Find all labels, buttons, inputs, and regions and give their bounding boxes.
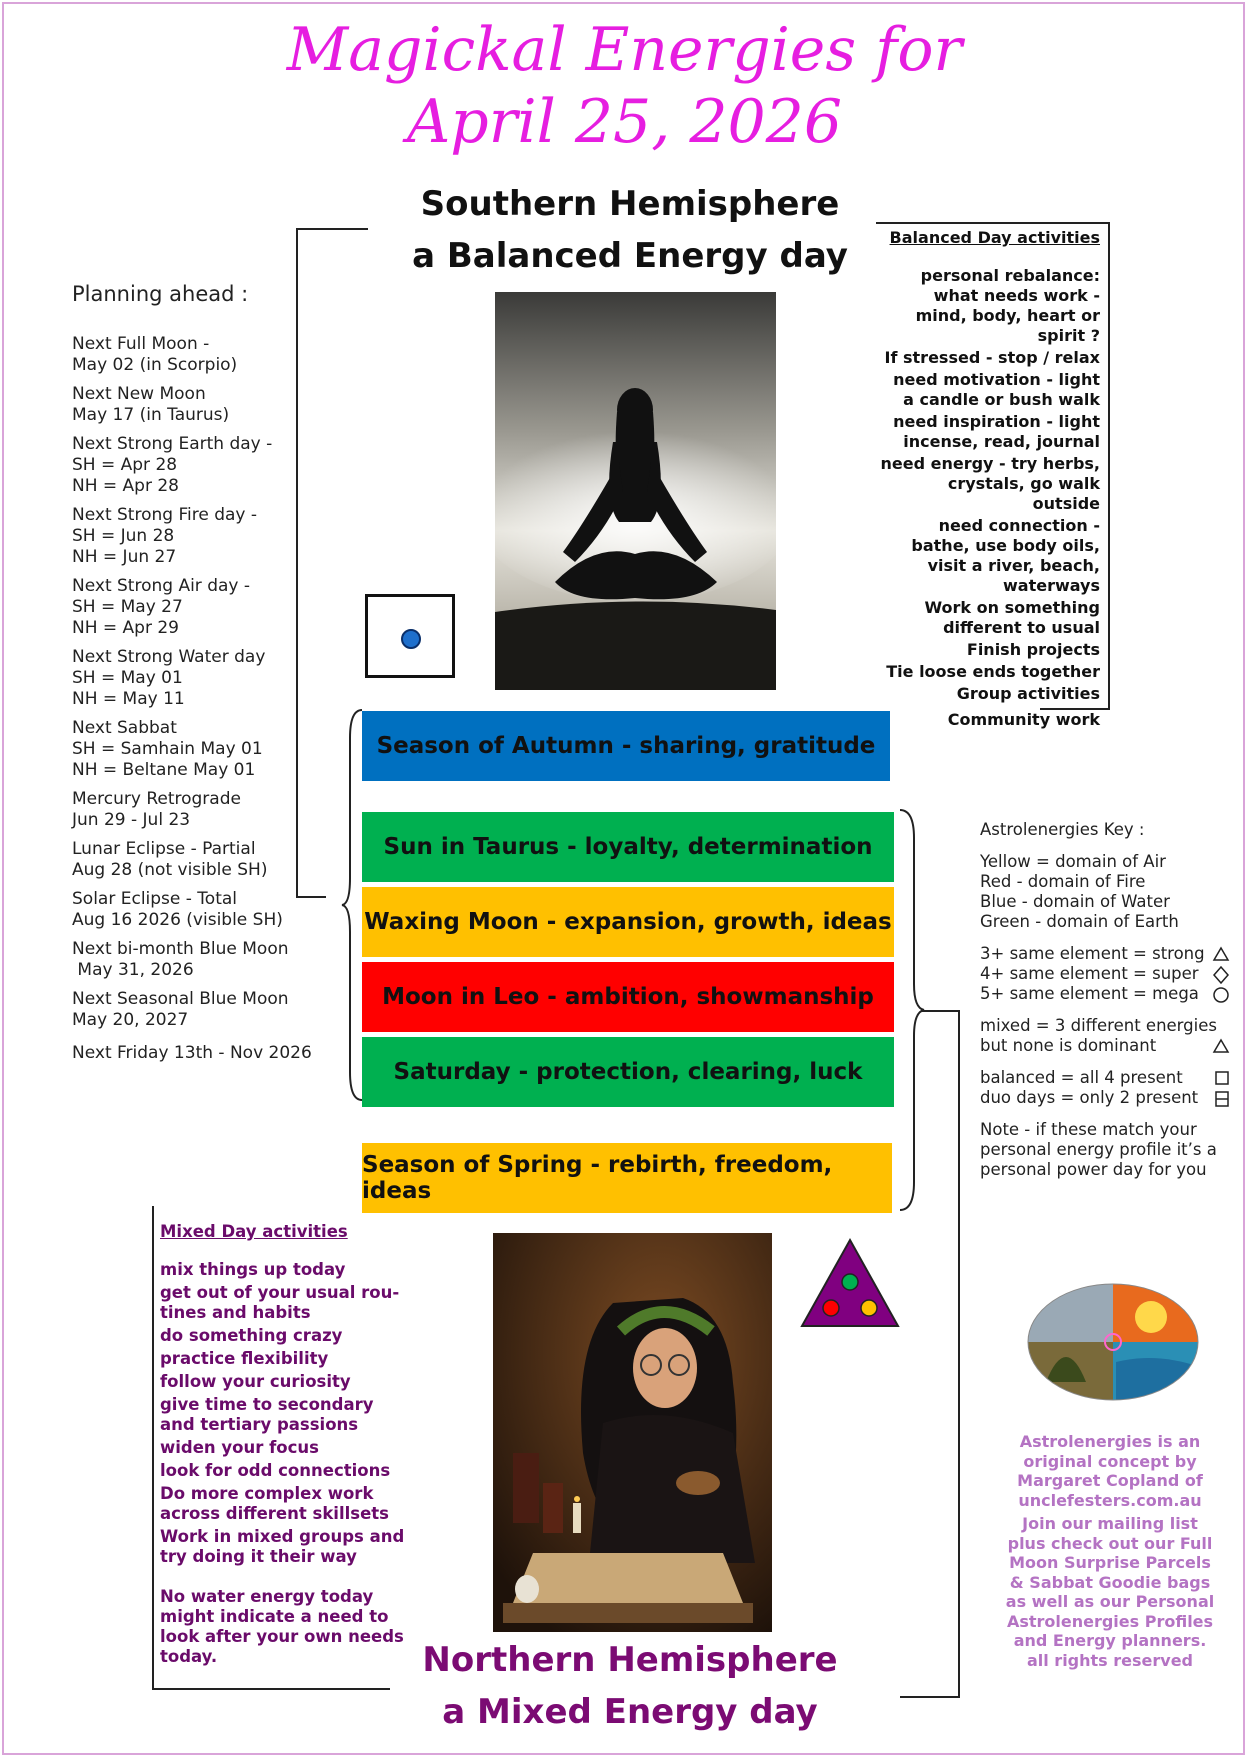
planning-bracket-top <box>296 228 368 230</box>
promo-text <box>1000 1432 1220 1670</box>
planning-item: Next Strong Air day - SH = May 27 NH = Apr 29 <box>72 576 251 638</box>
triangle-icon <box>1212 1038 1230 1054</box>
key-super-row: 4+ same element = super <box>980 964 1230 984</box>
promo-line: Join our mailing list <box>1022 1514 1198 1533</box>
planning-item: Next Friday 13th - Nov 2026 <box>72 1043 312 1063</box>
key-note-2: personal energy profile it’s a <box>980 1140 1217 1159</box>
mixed-item: do something crazy <box>160 1326 343 1345</box>
planning-item: Next Full Moon - May 02 (in Scorpio) <box>72 334 238 375</box>
key-note-3: personal power day for you <box>980 1160 1207 1179</box>
mixed-item: widen your focus <box>160 1438 319 1457</box>
promo-line: Moon Surprise Parcels <box>1009 1553 1211 1572</box>
promo-line: unclefesters.com.au <box>1018 1490 1202 1510</box>
balanced-item: need energy - try herbs, crystals, go walk outside <box>880 454 1100 513</box>
balanced-bracket-top <box>876 222 1108 224</box>
mixed-triangle-icon <box>798 1236 902 1330</box>
title-line-1: Magickal Energies for <box>286 15 963 85</box>
autumn-bar: Season of Autumn - sharing, gratitude <box>362 711 890 781</box>
circle-icon <box>1212 986 1230 1004</box>
key-mixed-1: mixed = 3 different energies <box>980 1016 1217 1035</box>
mixed-item: Work in mixed groups and try doing it their way <box>160 1527 405 1566</box>
promo-line: Margaret Copland of <box>1017 1471 1203 1490</box>
planning-item: Next Strong Earth day - SH = Apr 28 NH = Apr 28 <box>72 434 273 496</box>
balanced-item: need motivation - light a candle or bush walk <box>893 370 1100 409</box>
mixed-note: No water energy today might indicate a need to look after your own needs today. <box>160 1587 404 1666</box>
triangle-icon <box>1212 946 1230 962</box>
planning-heading: Planning ahead : <box>72 282 249 306</box>
promo-line: and Energy planners. <box>1013 1631 1207 1650</box>
mixed-item: practice flexibility <box>160 1349 329 1368</box>
red-dot-icon <box>823 1300 839 1316</box>
northern-line-2: a Mixed Energy day <box>442 1692 818 1732</box>
balanced-item: need inspiration - light incense, read, journal <box>893 412 1100 451</box>
planning-item: Lunar Eclipse - Partial Aug 28 (not visible SH) <box>72 839 268 880</box>
promo-line: plus check out our Full <box>1007 1533 1213 1553</box>
mixed-bracket-bottom <box>152 1688 390 1690</box>
key-balanced-row: balanced = all 4 present <box>980 1068 1230 1088</box>
key-yellow: Yellow = domain of Air <box>980 852 1166 871</box>
key-note-1: Note - if these match your <box>980 1120 1197 1139</box>
diamond-icon <box>1212 966 1230 984</box>
square-icon <box>1214 1070 1230 1086</box>
balanced-square-icon <box>365 594 455 678</box>
astrolenergies-key <box>980 820 1230 1180</box>
saturday-bar: Saturday - protection, clearing, luck <box>362 1037 894 1107</box>
mixed-item: get out of your usual rou-tines and habits <box>160 1283 400 1322</box>
witch-with-books-icon <box>493 1233 772 1632</box>
meditation-photo <box>495 292 776 690</box>
southern-hemisphere-heading <box>380 178 880 282</box>
balanced-item: Group activities <box>956 684 1100 703</box>
sun-taurus-bar: Sun in Taurus - loyalty, determination <box>362 812 894 882</box>
planning-item: Next Strong Fire day - SH = Jun 28 NH = Jun 27 <box>72 505 257 567</box>
southern-line-2: a Balanced Energy day <box>412 236 848 276</box>
key-blue: Blue - domain of Water <box>980 892 1170 911</box>
four-elements-logo-icon <box>1026 1282 1200 1402</box>
promo-line: Astrolenergies Profiles <box>1006 1611 1214 1631</box>
key-green: Green - domain of Earth <box>980 912 1179 931</box>
title-line-2: April 25, 2026 <box>406 87 843 157</box>
southern-line-1: Southern Hemisphere <box>420 184 840 224</box>
planning-item: Solar Eclipse - Total Aug 16 2026 (visible SH) <box>72 889 283 930</box>
nh-bracket-top <box>922 1010 960 1012</box>
mixed-item: Do more complex work across different skillsets <box>160 1484 389 1523</box>
balanced-item: Community work <box>947 710 1100 729</box>
mixed-bracket <box>152 1206 154 1690</box>
key-duo-row: duo days = only 2 present <box>980 1088 1230 1108</box>
balanced-activities <box>878 228 1100 732</box>
mixed-item: look for odd connections <box>160 1461 391 1480</box>
planning-item: Next bi-month Blue Moon May 31, 2026 <box>72 939 289 980</box>
promo-line: Astrolenergies is an <box>1019 1432 1201 1451</box>
witch-photo <box>493 1233 772 1632</box>
balanced-item: Work on something different to usual <box>924 598 1100 637</box>
balanced-item: Finish projects <box>966 640 1100 659</box>
planning-item: Next Strong Water day SH = May 01 NH = May 11 <box>72 647 266 709</box>
mixed-item: follow your curiosity <box>160 1372 351 1391</box>
meditation-silhouette-icon <box>495 292 776 690</box>
moon-leo-bar: Moon in Leo - ambition, showmanship <box>362 962 894 1032</box>
nh-bracket <box>958 1010 960 1698</box>
planning-ahead <box>72 282 332 1072</box>
balanced-heading: Balanced Day activities <box>889 228 1100 247</box>
promo-line: & Sabbat Goodie bags <box>1009 1572 1211 1592</box>
planning-item: Mercury Retrograde Jun 29 - Jul 23 <box>72 789 241 830</box>
promo-line: original concept by <box>1023 1451 1197 1471</box>
sh-curly-brace <box>340 708 364 1102</box>
promo-line: as well as our Personal <box>1005 1592 1215 1611</box>
mixed-activities <box>160 1222 410 1667</box>
planning-item: Next Sabbat SH = Samhain May 01 NH = Beltane May 01 <box>72 718 263 780</box>
key-mega-row: 5+ same element = mega <box>980 984 1230 1004</box>
northern-line-1: Northern Hemisphere <box>422 1640 838 1680</box>
key-red: Red - domain of Fire <box>980 872 1146 891</box>
key-mixed-row: but none is dominant <box>980 1036 1230 1056</box>
waxing-moon-bar: Waxing Moon - expansion, growth, ideas <box>362 887 894 957</box>
northern-hemisphere-heading <box>380 1634 880 1738</box>
key-strong-row: 3+ same element = strong <box>980 944 1230 964</box>
split-square-icon <box>1214 1090 1230 1108</box>
yellow-dot-icon <box>861 1300 877 1316</box>
balanced-item: need connection - bathe, use body oils, visit a river, beach, waterways <box>911 516 1100 595</box>
promo-line: all rights reserved <box>1026 1650 1194 1670</box>
page-title <box>0 14 1249 158</box>
mixed-item: mix things up today <box>160 1260 346 1279</box>
balanced-bracket <box>1108 222 1110 710</box>
green-dot-icon <box>842 1274 858 1290</box>
balanced-item: If stressed - stop / relax <box>884 348 1100 367</box>
nh-bracket-bottom <box>900 1696 960 1698</box>
blue-dot-icon <box>401 629 421 649</box>
spring-bar: Season of Spring - rebirth, freedom, ideas <box>362 1143 892 1213</box>
balanced-item: Tie loose ends together <box>886 662 1100 681</box>
mixed-item: give time to secondary and tertiary passions <box>160 1395 374 1434</box>
mixed-heading: Mixed Day activities <box>160 1222 348 1241</box>
planning-item: Next New Moon May 17 (in Taurus) <box>72 384 230 425</box>
key-heading: Astrolenergies Key : <box>980 820 1145 839</box>
balanced-item: personal rebalance: what needs work - mind, body, heart or spirit ? <box>915 266 1100 345</box>
planning-item: Next Seasonal Blue Moon May 20, 2027 <box>72 989 289 1030</box>
